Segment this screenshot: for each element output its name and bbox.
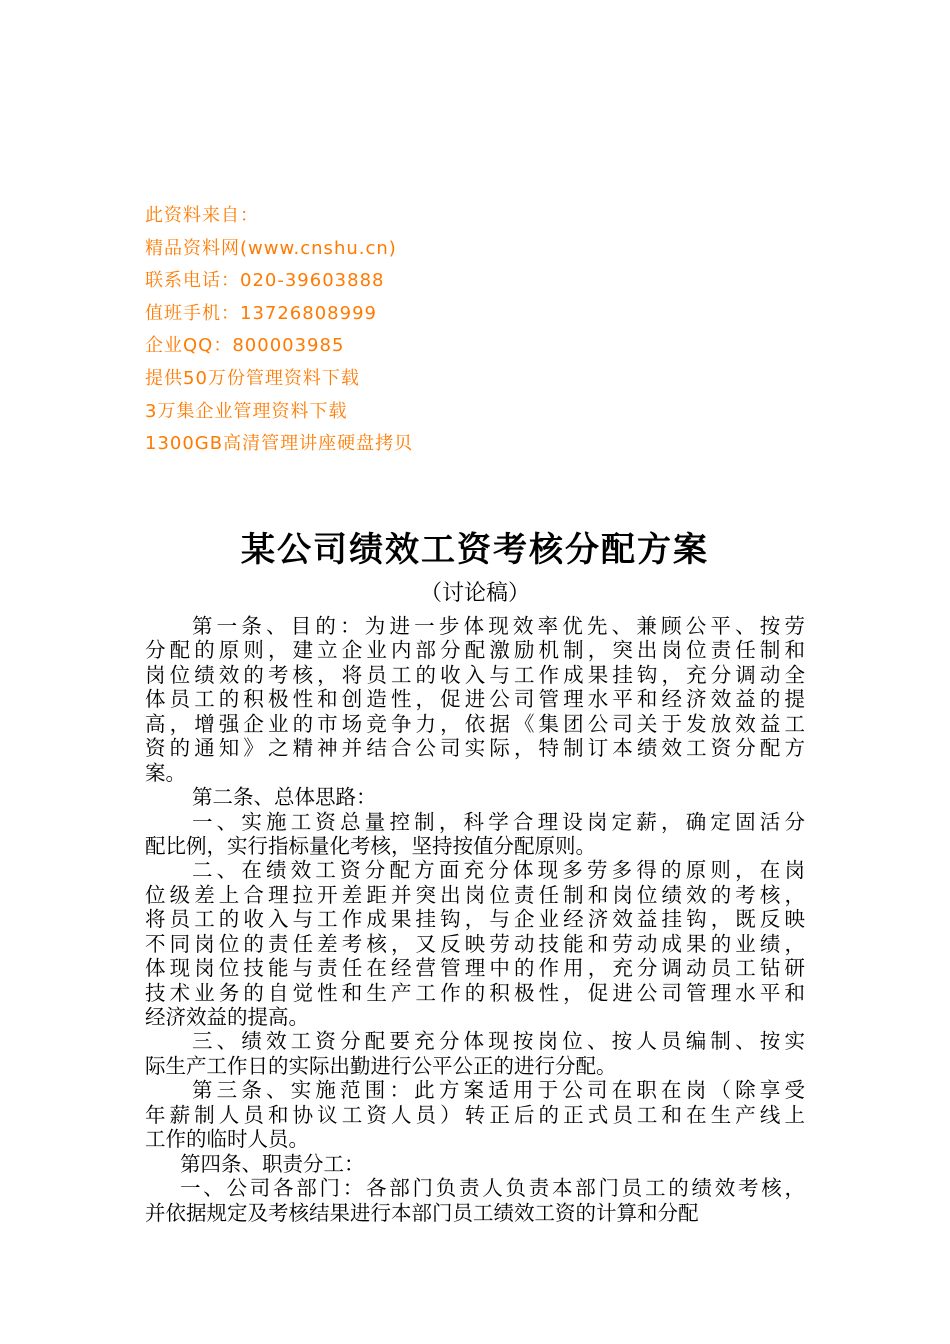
source-line: 提供50万份管理资料下载 — [145, 367, 360, 389]
document-title: 某公司绩效工资考核分配方案 — [241, 530, 709, 570]
body-line: 工作的临时人员。 — [145, 1127, 309, 1152]
body-line: 分配的原则，建立企业内部分配激励机制，突出岗位责任制和 — [145, 638, 805, 663]
source-line: 值班手机：13726808999 — [145, 302, 377, 324]
body-line: 案。 — [145, 760, 186, 785]
section-heading: 第四条、职责分工： — [180, 1151, 365, 1176]
body-line: 际生产工作日的实际出勤进行公平公正的进行分配。 — [145, 1053, 617, 1078]
body-line: 一、实施工资总量控制，科学合理设岗定薪，确定固活分 — [192, 809, 805, 834]
body-line: 一、公司各部门：各部门负责人负责本部门员工的绩效考核， — [180, 1176, 805, 1201]
body-line: 第三条、实施范围：此方案适用于公司在职在岗（除享受 — [192, 1078, 805, 1103]
source-info-block — [145, 200, 645, 461]
body-line: 体员工的积极性和创造性，促进公司管理水平和经济效益的提 — [145, 687, 805, 712]
body-line: 位级差上合理拉开差距并突出岗位责任制和岗位绩效的考核， — [145, 882, 805, 907]
body-line: 经济效益的提高。 — [145, 1005, 309, 1029]
body-line: 高，增强企业的市场竞争力，依据《集团公司关于发放效益工 — [145, 711, 805, 736]
document-body — [145, 614, 805, 1225]
body-line: 将员工的收入与工作成果挂钩，与企业经济效益挂钩，既反映 — [145, 907, 805, 932]
source-line: 此资料来自： — [145, 205, 259, 226]
body-line: 第一条、目的：为进一步体现效率优先、兼顾公平、按劳 — [192, 614, 805, 638]
source-line: 联系电话：020-39603888 — [145, 270, 385, 292]
body-line: 配比例，实行指标量化考核，坚持按值分配原则。 — [145, 833, 596, 858]
body-line: 并依据规定及考核结果进行本部门员工绩效工资的计算和分配 — [145, 1200, 699, 1225]
body-line: 体现岗位技能与责任在经营管理中的作用，充分调动员工钻研 — [145, 956, 805, 981]
body-line: 三、绩效工资分配要充分体现按岗位、按人员编制、按实 — [192, 1029, 805, 1054]
body-line: 年薪制人员和协议工资人员）转正后的正式员工和在生产线上 — [145, 1102, 805, 1127]
source-line: 3万集企业管理资料下载 — [145, 400, 348, 422]
section-heading: 第二条、总体思路： — [192, 785, 377, 810]
source-line: 1300GB高清管理讲座硬盘拷贝 — [145, 433, 414, 455]
body-line: 岗位绩效的考核，将员工的收入与工作成果挂钩，充分调动全 — [145, 662, 805, 687]
document-subtitle: （讨论稿） — [419, 581, 530, 606]
body-line: 不同岗位的责任差考核，又反映劳动技能和劳动成果的业绩， — [145, 931, 805, 956]
source-line: 企业QQ：800003985 — [145, 335, 345, 357]
body-line: 技术业务的自觉性和生产工作的积极性，促进公司管理水平和 — [145, 980, 805, 1005]
body-line: 资的通知》之精神并结合公司实际，特制订本绩效工资分配方 — [145, 736, 805, 761]
source-line: 精品资料网(www.cnshu.cn) — [145, 237, 397, 259]
body-line: 二、在绩效工资分配方面充分体现多劳多得的原则，在岗 — [192, 858, 805, 883]
